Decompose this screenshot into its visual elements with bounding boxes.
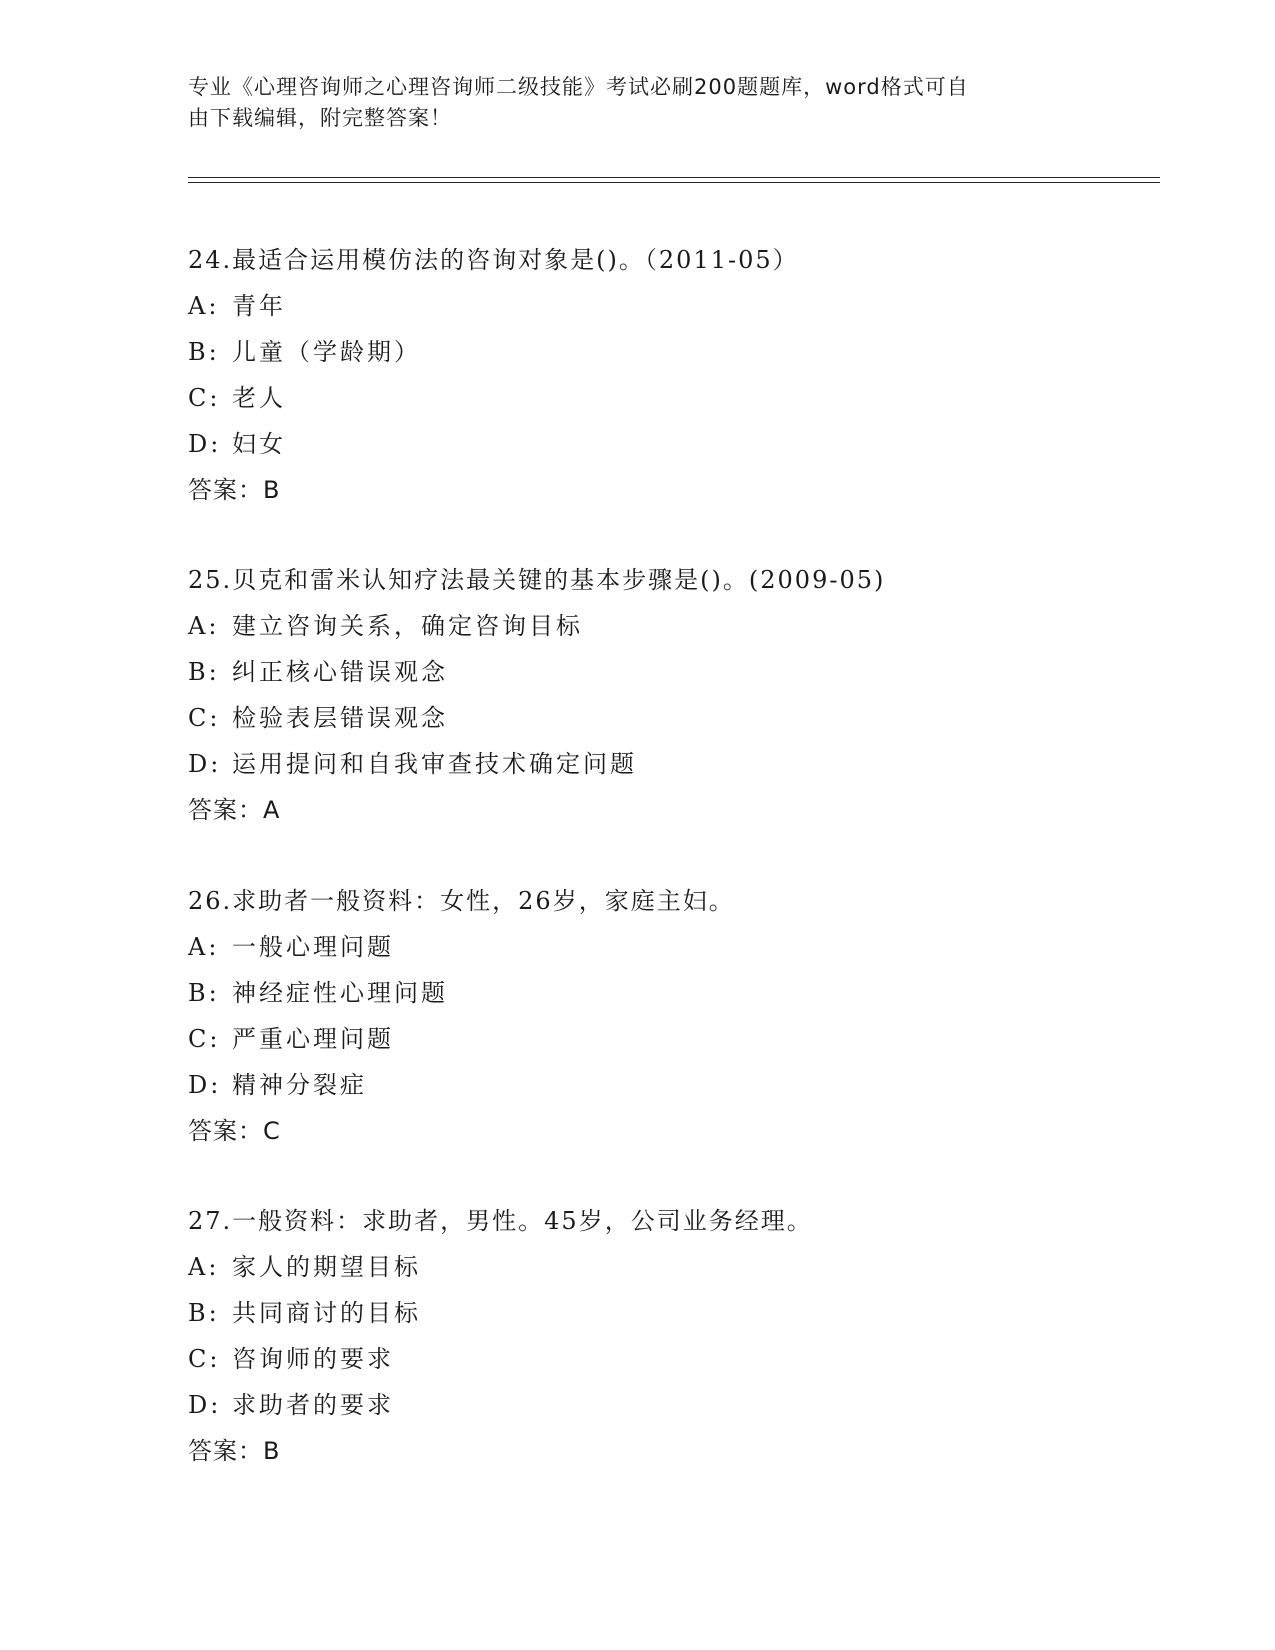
option-text: 神经症性心理问题	[232, 979, 448, 1007]
option-a	[188, 1244, 1148, 1290]
option-b	[188, 649, 1148, 695]
option-text: 儿童（学龄期）	[232, 338, 421, 366]
option-text: 纠正核心错误观念	[232, 658, 448, 686]
option-label: C:	[188, 704, 221, 732]
option-label: D:	[188, 1391, 222, 1419]
option-label: D:	[188, 430, 222, 458]
document-header	[188, 72, 1068, 134]
option-text: 咨询师的要求	[232, 1345, 394, 1373]
option-a	[188, 603, 1148, 649]
option-label: B:	[188, 979, 220, 1007]
option-text: 检验表层错误观念	[232, 704, 448, 732]
question-stem: 26.求助者一般资料：女性，26岁，家庭主妇。	[188, 887, 735, 915]
option-text: 一般心理问题	[232, 933, 394, 961]
option-label: C:	[188, 1025, 221, 1053]
option-text: 精神分裂症	[232, 1071, 367, 1099]
option-text: 家人的期望目标	[232, 1253, 421, 1281]
option-a	[188, 924, 1148, 970]
option-c	[188, 695, 1148, 741]
option-b	[188, 329, 1148, 375]
option-c	[188, 1016, 1148, 1062]
question-block	[188, 878, 1148, 1154]
question-stem: 25.贝克和雷米认知疗法最关键的基本步骤是()。(2009-05)	[188, 566, 886, 594]
option-text: 共同商讨的目标	[232, 1299, 421, 1327]
question-block	[188, 1198, 1148, 1474]
answer-line: 答案：B	[188, 476, 281, 504]
option-a	[188, 283, 1148, 329]
header-line-2: 由下载编辑，附完整答案！	[188, 106, 452, 130]
option-label: B:	[188, 338, 220, 366]
option-label: C:	[188, 384, 221, 412]
option-label: A:	[188, 292, 220, 320]
option-label: A:	[188, 1253, 220, 1281]
option-label: A:	[188, 612, 220, 640]
question-stem: 24.最适合运用模仿法的咨询对象是()。（2011-05）	[188, 246, 799, 274]
option-label: D:	[188, 750, 222, 778]
option-text: 求助者的要求	[232, 1391, 394, 1419]
option-text: 青年	[232, 292, 286, 320]
option-label: A:	[188, 933, 220, 961]
option-c	[188, 1336, 1148, 1382]
header-divider-top	[188, 177, 1160, 178]
option-label: B:	[188, 658, 220, 686]
option-d	[188, 421, 1148, 467]
option-text: 老人	[232, 384, 286, 412]
option-label: C:	[188, 1345, 221, 1373]
option-label: B:	[188, 1299, 220, 1327]
option-c	[188, 375, 1148, 421]
answer-line: 答案：C	[188, 1117, 281, 1145]
option-text: 妇女	[232, 430, 286, 458]
option-d	[188, 741, 1148, 787]
option-b	[188, 1290, 1148, 1336]
question-stem: 27.一般资料：求助者，男性。45岁，公司业务经理。	[188, 1207, 813, 1235]
answer-line: 答案：B	[188, 1437, 281, 1465]
question-block	[188, 557, 1148, 833]
option-b	[188, 970, 1148, 1016]
header-line-1: 专业《心理咨询师之心理咨询师二级技能》考试必刷200题题库，word格式可自	[188, 75, 969, 99]
option-text: 运用提问和自我审查技术确定问题	[232, 750, 637, 778]
question-block	[188, 237, 1148, 513]
header-divider-bottom	[188, 182, 1160, 183]
option-d	[188, 1062, 1148, 1108]
option-d	[188, 1382, 1148, 1428]
option-label: D:	[188, 1071, 222, 1099]
option-text: 建立咨询关系，确定咨询目标	[232, 612, 583, 640]
answer-line: 答案：A	[188, 796, 281, 824]
option-text: 严重心理问题	[232, 1025, 394, 1053]
